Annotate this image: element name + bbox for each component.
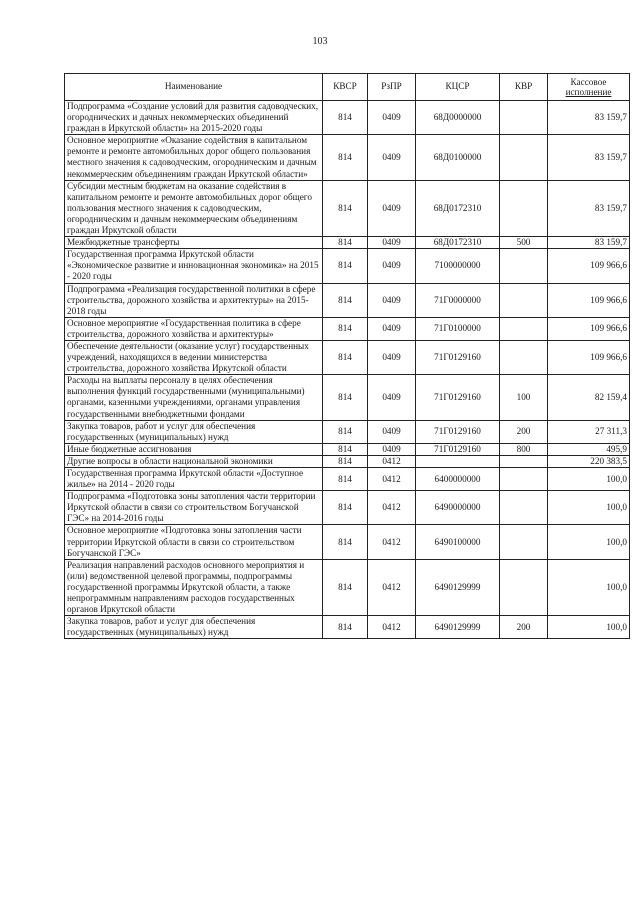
cell-kvr [500,249,548,283]
cell-kcsr: 68Д0000000 [416,101,500,135]
cell-sum: 83 159,7 [548,180,630,236]
cell-kcsr: 71Г0129160 [416,420,500,443]
table-row [65,559,630,615]
cell-name: Закупка товаров, работ и услуг для обеспечения государственных (муниципальных) нужд [65,420,323,443]
column-header-kcsr: КЦСР [416,74,500,101]
cell-rzpr: 0412 [368,616,416,639]
cell-kcsr: 71Г0000000 [416,283,500,317]
cell-sum: 220 383,5 [548,455,630,467]
cell-kvsr: 814 [323,237,368,249]
cell-kvsr: 814 [323,455,368,467]
budget-table [64,73,630,639]
cell-kvsr: 814 [323,135,368,180]
cell-sum: 27 311,3 [548,420,630,443]
cell-kcsr: 7100000000 [416,249,500,283]
cell-kvsr: 814 [323,420,368,443]
cell-name: Реализация направлений расходов основного мероприятия и (или) ведомственной целевой программы, подпрограммы государственной программы Иркутской области, а также непрограммным направлениям расходов государственных органов Иркутской области [65,559,323,615]
cell-rzpr: 0409 [368,317,416,340]
table-row [65,616,630,639]
cell-kcsr: 6400000000 [416,468,500,491]
cell-kvsr: 814 [323,468,368,491]
cell-name: Подпрограмма «Подготовка зоны затопления части территории Иркутской области в связи со строительством Богучанской ГЭС» на 2014-2016 годы [65,491,323,525]
column-header-sum [548,74,630,101]
cell-rzpr: 0409 [368,135,416,180]
cell-sum: 100,0 [548,616,630,639]
table-row [65,180,630,236]
cell-sum: 82 159,4 [548,375,630,420]
column-header-kvsr: КВСР [323,74,368,101]
cell-rzpr: 0409 [368,443,416,455]
cell-name: Межбюджетные трансферты [65,237,323,249]
cell-rzpr: 0409 [368,420,416,443]
cell-name: Основное мероприятие «Подготовка зоны затопления части территории Иркутской области в связи со строительством Богучанской ГЭС» [65,525,323,559]
table-row [65,491,630,525]
cell-kvr [500,340,548,374]
cell-kvr [500,317,548,340]
cell-rzpr: 0412 [368,559,416,615]
cell-kvr [500,525,548,559]
column-header-kvr: КВР [500,74,548,101]
page-number: 103 [312,36,328,47]
table-row [65,375,630,420]
cell-rzpr: 0409 [368,180,416,236]
cell-name: Государственная программа Иркутской области «Доступное жилье» на 2014 - 2020 годы [65,468,323,491]
table-row [65,237,630,249]
cell-kvsr: 814 [323,443,368,455]
cell-kvr: 200 [500,420,548,443]
cell-rzpr: 0412 [368,525,416,559]
cell-kvr [500,559,548,615]
cell-name: Иные бюджетные ассигнования [65,443,323,455]
cell-kvr [500,455,548,467]
cell-sum: 100,0 [548,468,630,491]
cell-sum: 100,0 [548,559,630,615]
cell-kcsr: 71Г0129160 [416,340,500,374]
cell-name: Основное мероприятие «Оказание содействия в капитальном ремонте и ремонте автомобильных дорог общего пользования местного значения к садоводческим, огородническим и дачным некоммерческим объединениям граждан Иркутской области» [65,135,323,180]
cell-kcsr: 6490129999 [416,559,500,615]
cell-rzpr: 0409 [368,283,416,317]
cell-kvsr: 814 [323,249,368,283]
cell-kcsr: 71Г0100000 [416,317,500,340]
cell-kvsr: 814 [323,525,368,559]
cell-kcsr: 6490000000 [416,491,500,525]
column-header-sum-line2: исполнение [565,87,612,97]
table-row [65,455,630,467]
cell-rzpr: 0409 [368,375,416,420]
cell-kvsr: 814 [323,375,368,420]
cell-rzpr: 0412 [368,455,416,467]
cell-kvsr: 814 [323,491,368,525]
table-row [65,443,630,455]
cell-rzpr: 0409 [368,101,416,135]
cell-sum: 100,0 [548,491,630,525]
cell-sum: 109 966,6 [548,340,630,374]
table-row [65,101,630,135]
cell-name: Другие вопросы в области национальной экономики [65,455,323,467]
cell-name: Подпрограмма «Создание условий для развития садоводческих, огороднических и дачных некоммерческих объединений граждан в Иркутской области» на 2015-2020 годы [65,101,323,135]
column-header-sum-line1: Кассовое [570,77,607,87]
cell-kvsr: 814 [323,317,368,340]
cell-kvr [500,101,548,135]
cell-sum: 83 159,7 [548,101,630,135]
cell-kvr [500,491,548,525]
cell-sum: 100,0 [548,525,630,559]
cell-kvr [500,180,548,236]
cell-kvsr: 814 [323,101,368,135]
table-row [65,283,630,317]
table-row [65,135,630,180]
table-row [65,340,630,374]
cell-kvsr: 814 [323,559,368,615]
cell-kvr [500,135,548,180]
cell-kvsr: 814 [323,283,368,317]
cell-kcsr: 6490100000 [416,525,500,559]
cell-kcsr: 68Д0172310 [416,180,500,236]
table-header-row [65,74,630,101]
cell-rzpr: 0412 [368,468,416,491]
cell-rzpr: 0412 [368,491,416,525]
column-header-name: Наименование [65,74,323,101]
cell-kvr [500,283,548,317]
cell-kcsr: 71Г0129160 [416,443,500,455]
cell-rzpr: 0409 [368,340,416,374]
cell-kvsr: 814 [323,180,368,236]
cell-sum: 109 966,6 [548,249,630,283]
cell-rzpr: 0409 [368,249,416,283]
cell-kvsr: 814 [323,340,368,374]
cell-kcsr: 71Г0129160 [416,375,500,420]
cell-name: Основное мероприятие «Государственная политика в сфере строительства, дорожного хозяйства и архитектуры» [65,317,323,340]
table-row [65,468,630,491]
cell-kcsr: 6490129999 [416,616,500,639]
cell-sum: 109 966,6 [548,283,630,317]
cell-kcsr [416,455,500,467]
cell-kcsr: 68Д0100000 [416,135,500,180]
cell-kvr: 500 [500,237,548,249]
cell-name: Закупка товаров, работ и услуг для обеспечения государственных (муниципальных) нужд [65,616,323,639]
cell-kvr: 800 [500,443,548,455]
column-header-rzpr: РзПР [368,74,416,101]
cell-rzpr: 0409 [368,237,416,249]
cell-name: Обеспечение деятельности (оказание услуг) государственных учреждений, находящихся в ведении министерства строительства, дорожного хозяйства Иркутской области [65,340,323,374]
cell-sum: 83 159,7 [548,237,630,249]
cell-name: Расходы на выплаты персоналу в целях обеспечения выполнения функций государственными (муниципальными) органами, казенными учреждениями, органами управления государственными внебюджетными фондами [65,375,323,420]
cell-kvsr: 814 [323,616,368,639]
table-row [65,525,630,559]
cell-name: Государственная программа Иркутской области «Экономическое развитие и инновационная экономика» на 2015 - 2020 годы [65,249,323,283]
cell-name: Подпрограмма «Реализация государственной политики в сфере строительства, дорожного хозяйства и архитектуры» на 2015-2018 годы [65,283,323,317]
table-row [65,317,630,340]
cell-name: Субсидии местным бюджетам на оказание содействия в капитальном ремонте и ремонте автомобильных дорог общего пользования местного значения к садоводческим, огородническим и дачным некоммерческим объединениям граждан Иркутской области [65,180,323,236]
cell-kcsr: 68Д0172310 [416,237,500,249]
cell-sum: 109 966,6 [548,317,630,340]
table-row [65,420,630,443]
table-row [65,249,630,283]
cell-kvr: 200 [500,616,548,639]
cell-kvr: 100 [500,375,548,420]
cell-sum: 83 159,7 [548,135,630,180]
cell-kvr [500,468,548,491]
cell-sum: 495,9 [548,443,630,455]
